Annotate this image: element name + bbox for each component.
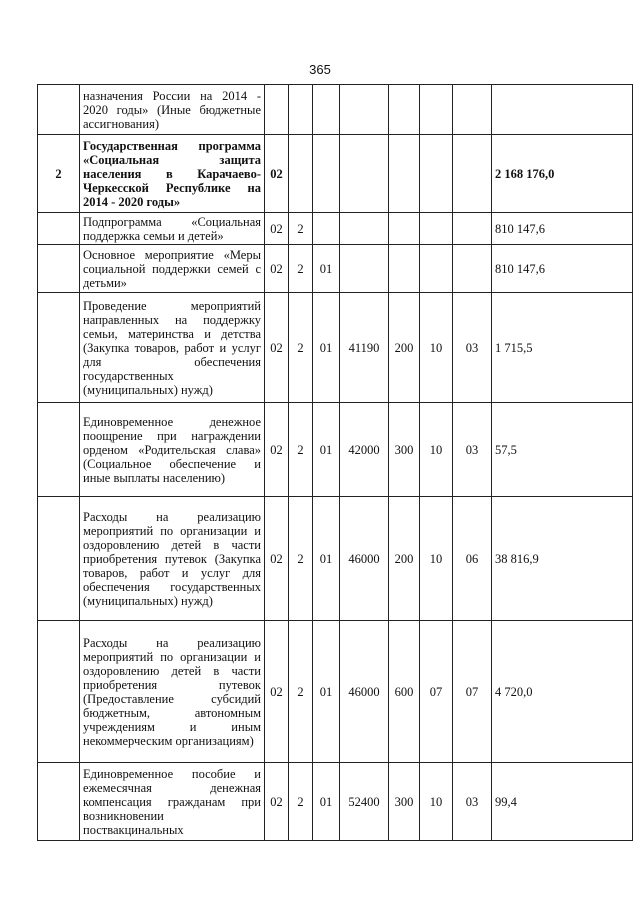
subprogram-code-cell: 2 [289, 245, 313, 293]
program-code-cell: 02 [265, 497, 289, 621]
expense-type-cell [389, 135, 420, 213]
expense-type-cell: 200 [389, 293, 420, 403]
row-number-cell [38, 763, 80, 841]
subsection-code-cell [453, 213, 492, 245]
budget-table [37, 84, 633, 841]
subprogram-code-cell: 2 [289, 763, 313, 841]
table-row [38, 763, 633, 841]
table-row [38, 621, 633, 763]
subprogram-code-cell: 2 [289, 621, 313, 763]
subsection-code-cell: 06 [453, 497, 492, 621]
amount-cell: 810 147,6 [492, 245, 633, 293]
direction-code-cell: 46000 [340, 621, 389, 763]
subsection-code-cell [453, 135, 492, 213]
table-row [38, 245, 633, 293]
subsection-code-cell: 03 [453, 403, 492, 497]
section-code-cell: 07 [420, 621, 453, 763]
direction-code-cell [340, 135, 389, 213]
item-name-cell: Основное мероприятие «Меры социальной поддержки семей с детьми» [80, 245, 265, 293]
table-row [38, 85, 633, 135]
row-number-cell [38, 293, 80, 403]
program-code-cell: 02 [265, 763, 289, 841]
amount-cell: 810 147,6 [492, 213, 633, 245]
amount-cell: 4 720,0 [492, 621, 633, 763]
row-number-cell: 2 [38, 135, 80, 213]
expense-type-cell: 300 [389, 763, 420, 841]
subprogram-code-cell: 2 [289, 213, 313, 245]
subprogram-code-cell: 2 [289, 403, 313, 497]
measure-code-cell: 01 [313, 245, 340, 293]
amount-cell: 2 168 176,0 [492, 135, 633, 213]
expense-type-cell: 300 [389, 403, 420, 497]
subprogram-code-cell: 2 [289, 293, 313, 403]
direction-code-cell [340, 85, 389, 135]
subprogram-code-cell [289, 135, 313, 213]
section-code-cell [420, 135, 453, 213]
subsection-code-cell [453, 85, 492, 135]
direction-code-cell: 41190 [340, 293, 389, 403]
program-code-cell [265, 85, 289, 135]
row-number-cell [38, 621, 80, 763]
amount-cell [492, 85, 633, 135]
amount-cell: 38 816,9 [492, 497, 633, 621]
expense-type-cell: 600 [389, 621, 420, 763]
amount-cell: 99,4 [492, 763, 633, 841]
section-code-cell: 10 [420, 293, 453, 403]
measure-code-cell: 01 [313, 293, 340, 403]
section-code-cell: 10 [420, 497, 453, 621]
table-row [38, 135, 633, 213]
row-number-cell [38, 213, 80, 245]
item-name-cell: Единовременное денежное поощрение при награждении орденом «Родительская слава» (Социальное обеспечение и иные выплаты населению) [80, 403, 265, 497]
measure-code-cell: 01 [313, 497, 340, 621]
amount-cell: 57,5 [492, 403, 633, 497]
amount-cell: 1 715,5 [492, 293, 633, 403]
table-row [38, 497, 633, 621]
row-number-cell [38, 85, 80, 135]
measure-code-cell: 01 [313, 403, 340, 497]
row-number-cell [38, 403, 80, 497]
item-name-cell: Государственная программа «Социальная защита населения в Карачаево-Черкесской Республике на 2014 - 2020 годы» [80, 135, 265, 213]
section-code-cell [420, 245, 453, 293]
subsection-code-cell: 03 [453, 763, 492, 841]
section-code-cell [420, 85, 453, 135]
measure-code-cell: 01 [313, 763, 340, 841]
direction-code-cell [340, 245, 389, 293]
expense-type-cell: 200 [389, 497, 420, 621]
page-number: 365 [309, 62, 331, 77]
program-code-cell: 02 [265, 245, 289, 293]
subprogram-code-cell [289, 85, 313, 135]
table-row [38, 213, 633, 245]
direction-code-cell: 52400 [340, 763, 389, 841]
subsection-code-cell: 07 [453, 621, 492, 763]
measure-code-cell [313, 135, 340, 213]
item-name-cell: Расходы на реализацию мероприятий по организации и оздоровлению детей в части приобретения путевок (Закупка товаров, работ и услуг для обеспечения государственных (муниципальных) нужд) [80, 497, 265, 621]
program-code-cell: 02 [265, 293, 289, 403]
measure-code-cell [313, 213, 340, 245]
item-name-cell: Расходы на реализацию мероприятий по организации и оздоровлению детей в части приобретения путевок (Предоставление субсидий бюджетным, автономным учреждениям и иным некоммерческим организациям) [80, 621, 265, 763]
program-code-cell: 02 [265, 403, 289, 497]
item-name-cell: Единовременное пособие и ежемесячная денежная компенсация гражданам при возникновении поствакцинальных [80, 763, 265, 841]
expense-type-cell [389, 213, 420, 245]
program-code-cell: 02 [265, 213, 289, 245]
row-number-cell [38, 497, 80, 621]
measure-code-cell [313, 85, 340, 135]
expense-type-cell [389, 245, 420, 293]
item-name-cell: Подпрограмма «Социальная поддержка семьи и детей» [80, 213, 265, 245]
direction-code-cell: 46000 [340, 497, 389, 621]
subsection-code-cell [453, 245, 492, 293]
direction-code-cell: 42000 [340, 403, 389, 497]
subsection-code-cell: 03 [453, 293, 492, 403]
section-code-cell: 10 [420, 763, 453, 841]
measure-code-cell: 01 [313, 621, 340, 763]
item-name-cell: Проведение мероприятий направленных на поддержку семьи, материнства и детства (Закупка товаров, работ и услуг для обеспечения государственных (муниципальных) нужд) [80, 293, 265, 403]
program-code-cell: 02 [265, 621, 289, 763]
table-row [38, 293, 633, 403]
direction-code-cell [340, 213, 389, 245]
section-code-cell [420, 213, 453, 245]
subprogram-code-cell: 2 [289, 497, 313, 621]
program-code-cell: 02 [265, 135, 289, 213]
section-code-cell: 10 [420, 403, 453, 497]
item-name-cell: назначения России на 2014 - 2020 годы» (Иные бюджетные ассигнования) [80, 85, 265, 135]
table-row [38, 403, 633, 497]
row-number-cell [38, 245, 80, 293]
expense-type-cell [389, 85, 420, 135]
